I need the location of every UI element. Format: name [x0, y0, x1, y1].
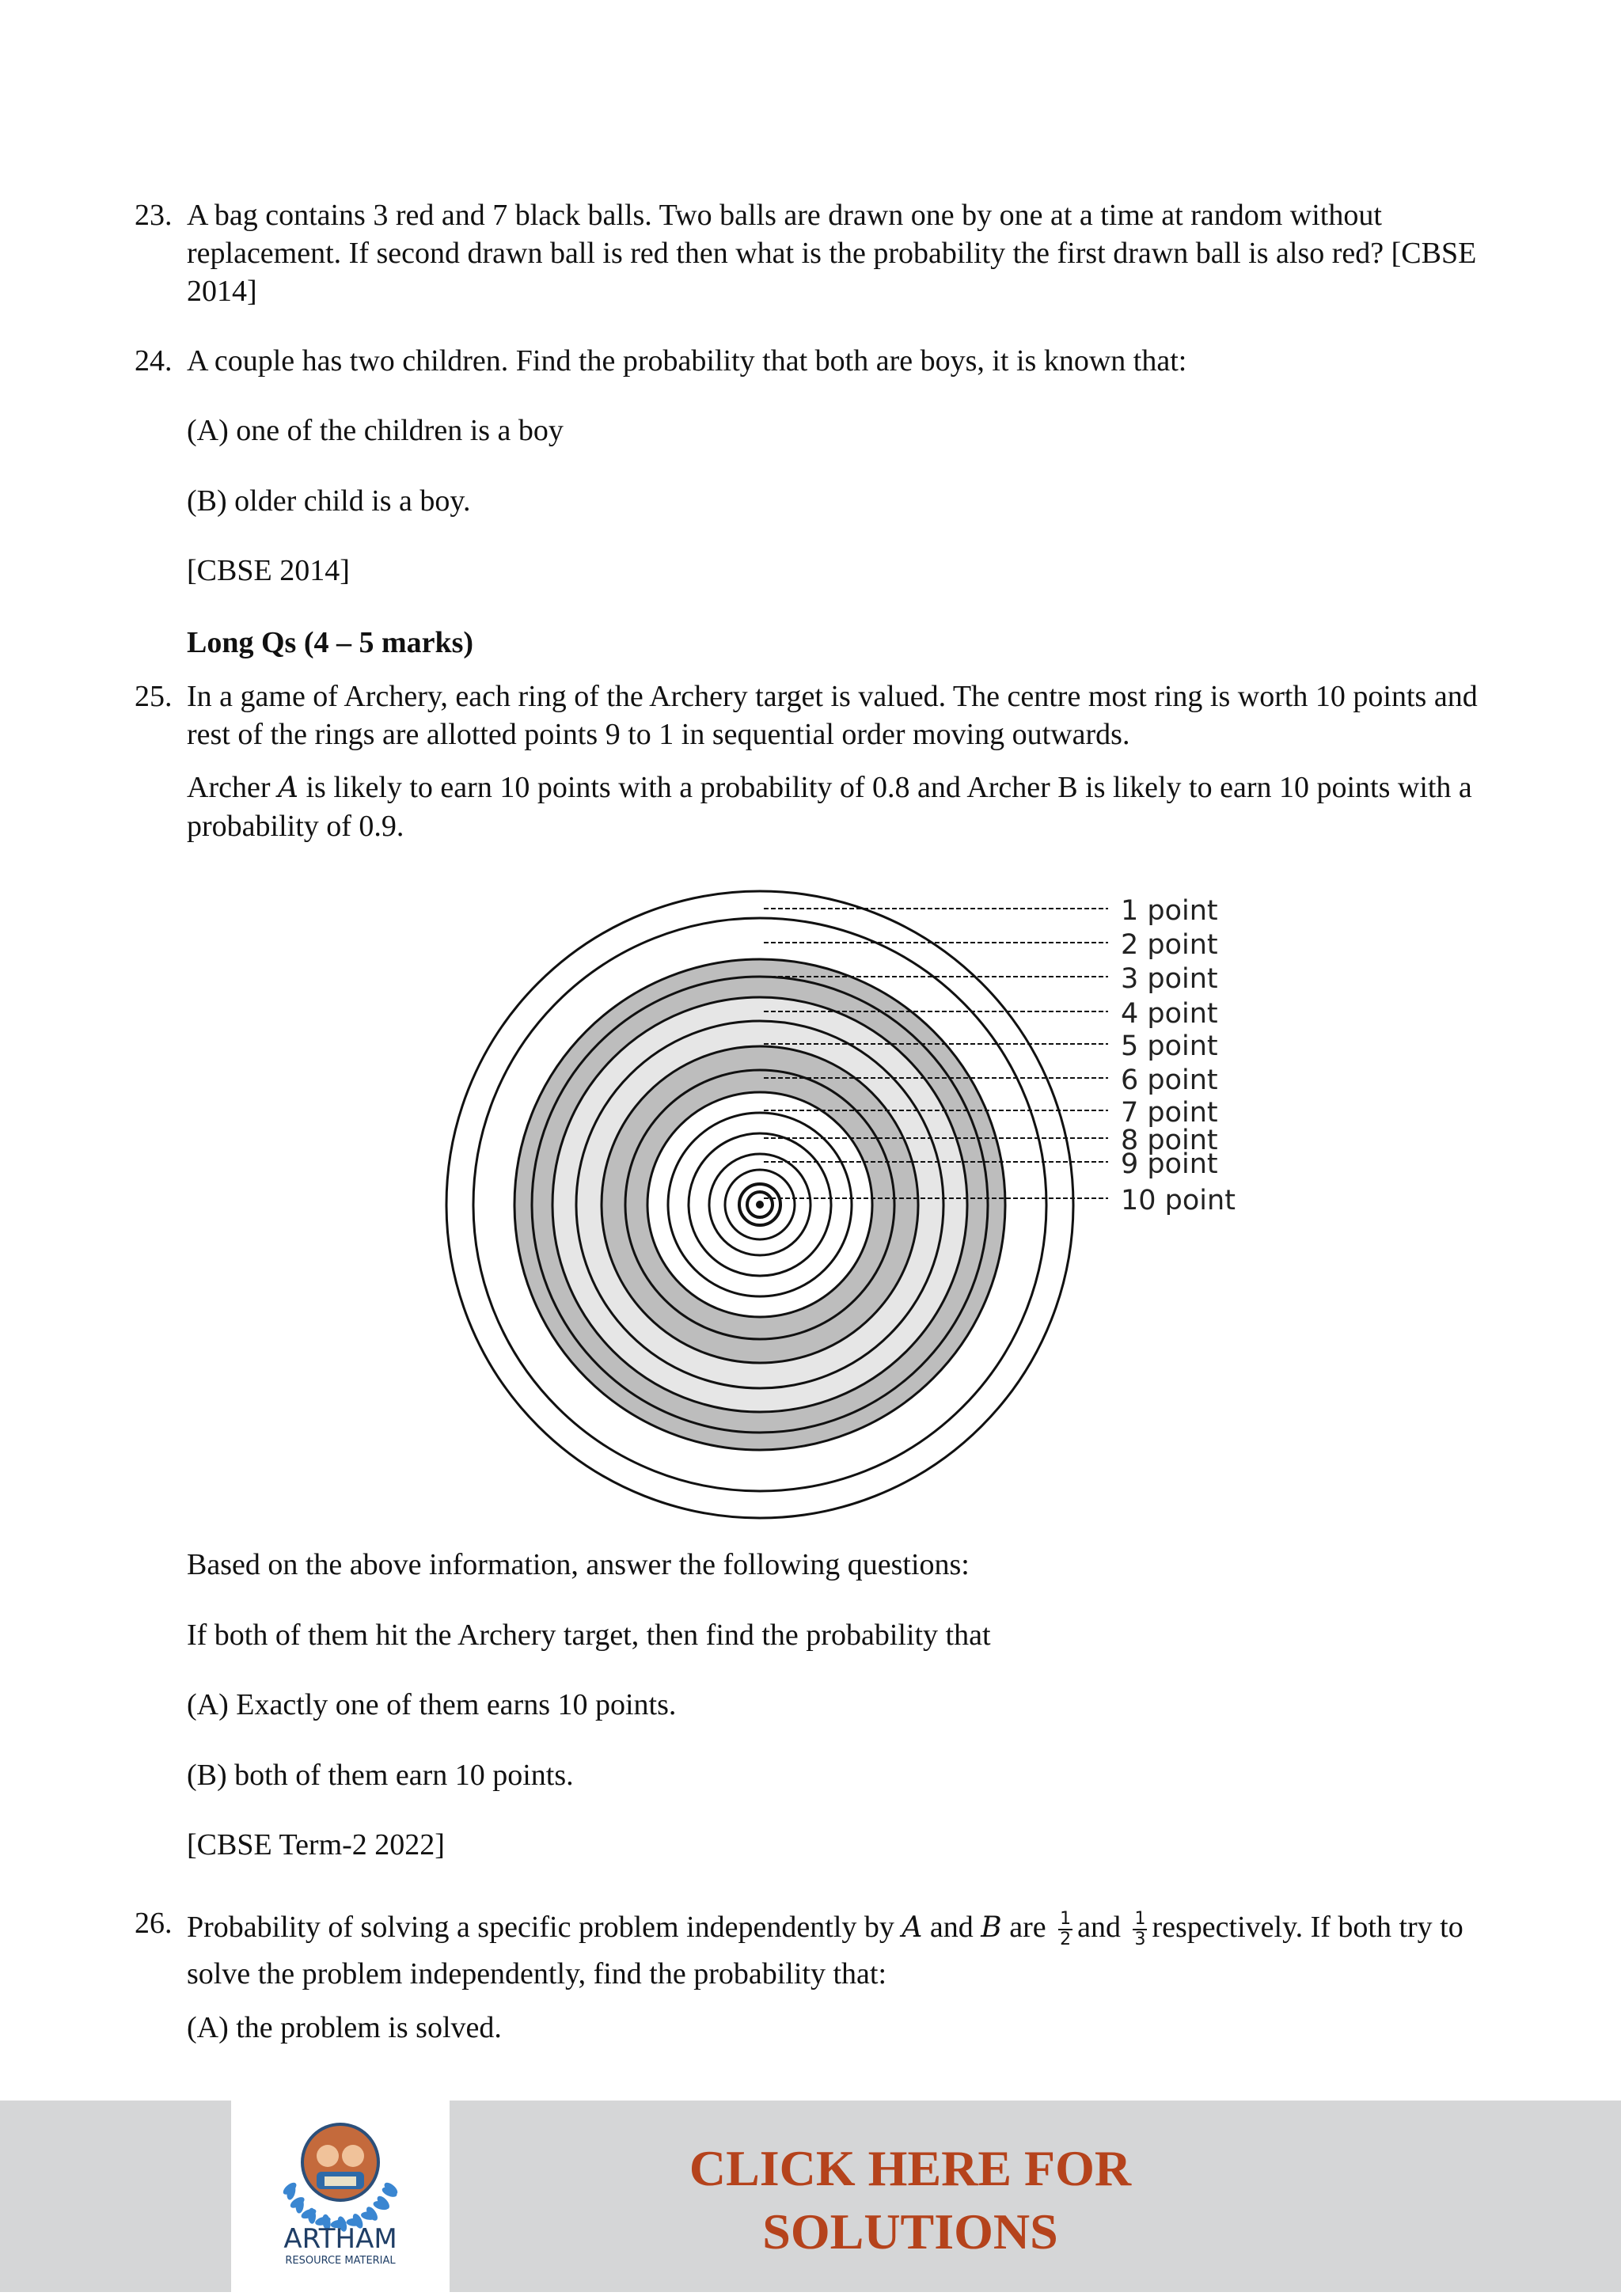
q26-and: and: [922, 1911, 981, 1944]
q25-paragraph-2: [135, 768, 1480, 845]
section-heading: Long Qs (4 – 5 marks): [187, 626, 474, 659]
fraction-numerator: 1: [1060, 1909, 1072, 1930]
fraction-denominator: 2: [1060, 1930, 1072, 1950]
archery-target-diagram: [435, 886, 1258, 1520]
q26-are: are: [1001, 1911, 1046, 1944]
ring-label: 1 point: [1121, 895, 1218, 927]
laurel-wreath-icon: [231, 2101, 450, 2292]
q26-text-pre: Probability of solving a specific problem independently by: [187, 1911, 902, 1944]
q24-option-a: (A) one of the children is a boy: [187, 414, 564, 447]
q25-option-b: (B) both of them earn 10 points.: [187, 1759, 574, 1792]
fraction-numerator: 1: [1134, 1909, 1146, 1930]
question-text: In a game of Archery, each ring of the Archery target is valued. The centre most ring is worth 10 points and rest of the rings are allotted points 9 to 1 in sequential order moving outwards.: [187, 680, 1478, 751]
question-text: A couple has two children. Find the probability that both are boys, it is known that:: [187, 344, 1187, 378]
ring-label: 10 point: [1121, 1185, 1236, 1216]
question-number: 24.: [135, 344, 173, 378]
fraction-denominator: 3: [1134, 1930, 1146, 1950]
ring-label: 8 point: [1121, 1125, 1218, 1156]
logo-subtitle: RESOURCE MATERIAL: [285, 2255, 396, 2267]
archer-a-var: A: [277, 772, 298, 804]
question-number: 25.: [135, 680, 173, 713]
artham-logo[interactable]: [231, 2101, 450, 2292]
q25-lead: If both of them hit the Archery target, then find the probability that: [187, 1619, 991, 1652]
var-a: A: [902, 1911, 923, 1944]
ring-label: 2 point: [1121, 929, 1218, 961]
q24-option-b: (B) older child is a boy.: [187, 484, 471, 518]
question-24: [135, 342, 1480, 380]
q26-text-post: respectively. If both try to solve the problem independently, find the probability that:: [187, 1911, 1463, 1990]
fraction-one-third: [1133, 1910, 1147, 1949]
ring-label: 9 point: [1121, 1148, 1218, 1180]
q24-source: [CBSE 2014]: [187, 554, 350, 587]
q26-option-a: (A) the problem is solved.: [187, 2011, 502, 2044]
cta-line-1: CLICK HERE FOR: [689, 2140, 1132, 2196]
question-26: [135, 1904, 1480, 1997]
logo-name: ARTHAM: [283, 2223, 397, 2255]
var-b: B: [981, 1911, 1002, 1944]
ring-label: 5 point: [1121, 1030, 1218, 1062]
question-25: [135, 677, 1480, 753]
fraction-one-half: [1058, 1910, 1072, 1949]
ring-label: 7 point: [1121, 1097, 1218, 1129]
q25-instruction: Based on the above information, answer the following questions:: [187, 1548, 970, 1581]
question-number: 26.: [135, 1907, 173, 1940]
q25-option-a: (A) Exactly one of them earns 10 points.: [187, 1688, 677, 1721]
question-23: [135, 196, 1480, 310]
ring-label: 3 point: [1121, 963, 1218, 995]
ring-label: 4 point: [1121, 998, 1218, 1030]
cta-line-2: SOLUTIONS: [762, 2203, 1058, 2260]
ring-label: 6 point: [1121, 1065, 1218, 1096]
question-text: A bag contains 3 red and 7 black balls. Two balls are drawn one by one at a time at random without replacement. If second drawn ball is red then what is the probability the first drawn ball is also red? [CBSE 2014]: [187, 199, 1477, 308]
solutions-link[interactable]: [602, 2137, 1219, 2264]
q25-para2-post: is likely to earn 10 points with a probability of 0.8 and Archer B is likely to earn 10 points with a probability of 0.9.: [187, 771, 1472, 843]
q25-para2-pre: Archer: [187, 771, 278, 804]
question-number: 23.: [135, 199, 173, 232]
q26-and-2: and: [1077, 1911, 1121, 1944]
q25-source: [CBSE Term-2 2022]: [187, 1828, 445, 1861]
bullseye-dot: [756, 1201, 764, 1209]
